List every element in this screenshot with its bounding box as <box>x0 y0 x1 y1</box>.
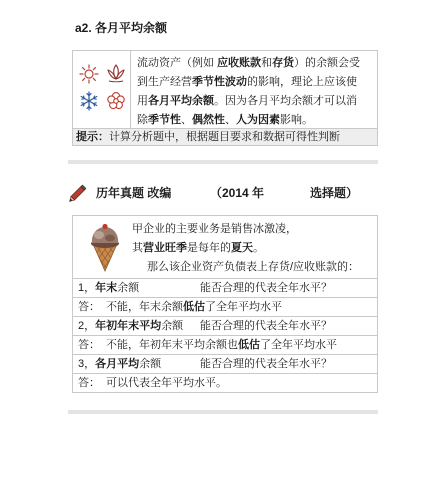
answer-emphasis: 低估 <box>238 339 260 351</box>
emphasis-text: 季节性波动 <box>192 76 247 88</box>
emphasis-text: 季节性 <box>148 114 181 126</box>
question-suffix: 余额 <box>139 358 162 370</box>
section-divider <box>68 410 378 414</box>
answer-segment: 了全年平均水平 <box>205 301 282 313</box>
question-number: 1， <box>78 282 96 294</box>
text-segment: 那么该企业资产负债表上存货/应收账款的： <box>147 261 360 273</box>
intro-line <box>132 239 359 258</box>
snowflake-icon <box>78 90 100 112</box>
text-segment: 。 <box>253 242 264 254</box>
text-segment: 甲企业的主要业务是销售冰激凌， <box>132 223 297 235</box>
pencil-icon <box>68 183 88 203</box>
question-suffix: 余额 <box>117 282 140 294</box>
text-segment: 其 <box>132 242 143 254</box>
qa-answer-row <box>73 297 377 316</box>
question-suffix: 余额 <box>161 320 184 332</box>
paragraph-line <box>137 54 377 73</box>
text-segment: 是每年的 <box>187 242 231 254</box>
question-prompt: 能否合理的代表全年水平？ <box>200 320 332 332</box>
question-number: 3， <box>78 358 96 370</box>
emphasis-text: 存货 <box>272 57 295 69</box>
text-segment: 和 <box>261 57 273 69</box>
answer-segment: 不能，年初年末平均余额也 <box>106 339 238 351</box>
question-keyword: 年末 <box>95 282 118 294</box>
question-keyword: 各月平均 <box>95 358 140 370</box>
intro-line <box>132 220 359 239</box>
sun-icon <box>78 63 100 85</box>
text-segment: 、 <box>181 114 192 126</box>
section-heading: a2. 各月平均余额 <box>75 21 168 35</box>
text-segment: 除 <box>137 114 148 126</box>
text-segment: 影响。 <box>280 114 313 126</box>
text-segment: 。因为各月平均余额才可以消 <box>214 95 357 107</box>
exam-intro <box>73 216 377 278</box>
emphasis-text: 夏天 <box>231 242 253 254</box>
ice-cream-icon <box>85 222 125 272</box>
emphasis-text: 偶然性 <box>192 114 225 126</box>
emphasis-text: 应收账款 <box>217 57 262 69</box>
flower-icon <box>105 90 127 112</box>
exam-year: （2014 年 <box>210 186 265 200</box>
tip-row <box>73 128 377 145</box>
qa-table <box>73 278 377 392</box>
concept-box <box>72 50 378 146</box>
exam-title: 历年真题 改编 <box>96 186 172 200</box>
exam-intro-text <box>132 220 359 277</box>
intro-line <box>132 258 359 277</box>
answer-segment: 不能，年末余额 <box>106 301 183 313</box>
text-segment: 、 <box>225 114 236 126</box>
paragraph-line <box>137 73 377 92</box>
qa-question-row <box>73 316 377 335</box>
text-segment: 用 <box>137 95 148 107</box>
answer-label: 答： <box>78 339 100 351</box>
question-prompt: 能否合理的代表全年水平？ <box>200 358 332 370</box>
answer-segment: 可以代表全年平均水平。 <box>106 377 227 389</box>
text-segment: ）的余额会受 <box>294 57 361 69</box>
paragraph-line <box>137 92 377 111</box>
question-keyword: 年初年末平均 <box>95 320 162 332</box>
text-segment: 流动资产（例如 <box>137 57 218 69</box>
answer-text <box>106 339 337 351</box>
answer-text <box>106 301 282 313</box>
emphasis-text: 营业旺季 <box>143 242 187 254</box>
lotus-icon <box>105 62 127 84</box>
tip-label: 提示： <box>76 131 109 143</box>
answer-emphasis: 低估 <box>183 301 205 313</box>
text-segment: 到生产经营 <box>137 76 192 88</box>
tip-text: 计算分析题中，根据题目要求和数据可得性判断 <box>109 131 340 143</box>
qa-question-row <box>73 278 377 297</box>
answer-text <box>106 377 227 389</box>
section-divider <box>68 160 378 164</box>
exam-question-type: 选择题） <box>310 186 359 200</box>
qa-answer-row <box>73 373 377 392</box>
qa-answer-row <box>73 335 377 354</box>
answer-segment: 了全年平均水平 <box>260 339 337 351</box>
answer-label: 答： <box>78 301 100 313</box>
emphasis-text: 各月平均余额 <box>148 95 214 107</box>
exam-box <box>72 215 378 393</box>
answer-label: 答： <box>78 377 100 389</box>
qa-question-row <box>73 354 377 373</box>
question-prompt: 能否合理的代表全年水平？ <box>200 282 332 294</box>
question-number: 2， <box>78 320 96 332</box>
season-icons <box>73 51 131 128</box>
emphasis-text: 人为因素 <box>236 114 280 126</box>
concept-paragraph <box>131 51 377 128</box>
text-segment: 的影响，理论上应该使 <box>247 76 357 88</box>
